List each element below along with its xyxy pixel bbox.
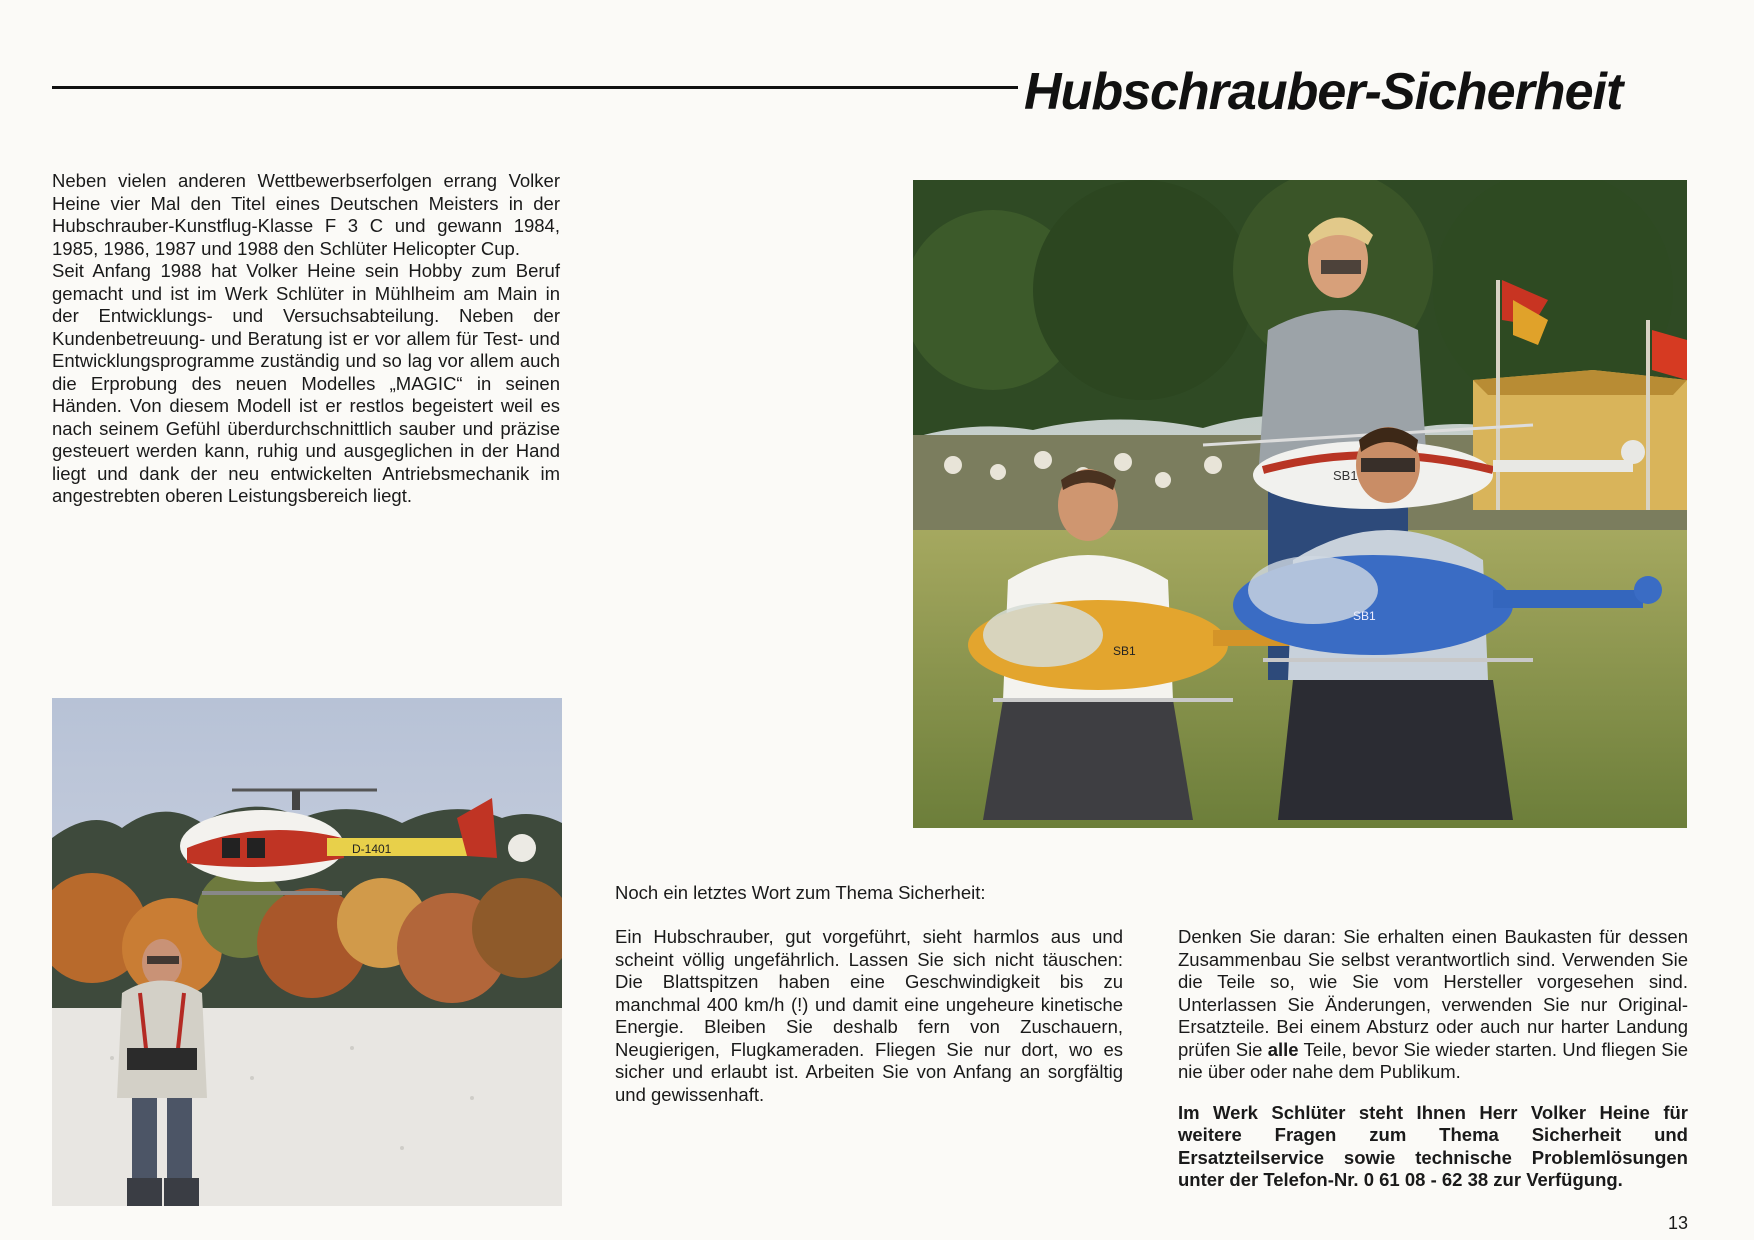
reminder-paragraph [1178, 926, 1688, 1084]
safety-paragraph: Ein Hubschrauber, gut vorgeführt, sieht harmlos aus und scheint völlig ungefährlich. Lassen Sie sich nicht täuschen: Die Blattspitzen haben eine Geschwindigkeit bis zu manchmal 400 km/h (!) und damit eine ungeheure kinetische Energie. Bleiben Sie deshalb fern von Zuschauern, Neugierigen, Flugkameraden. Fliegen Sie nur dort, wo es sicher und erlaubt ist. Arbeiten Sie von Anfang an sorgfältig und gewissenhaft. [615, 926, 1123, 1105]
safety-heading: Noch ein letztes Wort zum Thema Sicherheit: [615, 882, 986, 903]
intro-column [52, 170, 560, 508]
contact-paragraph: Im Werk Schlüter steht Ihnen Herr Volker Heine für weitere Fragen zum Thema Sicherheit und Ersatzteilservice sowie technische Problemlösungen unter der Telefon-Nr. 0 61 08 - 62 38 zur Verfügung. [1178, 1101, 1688, 1190]
reminder-emphasis: alle [1267, 1038, 1299, 1060]
header-rule [52, 86, 1018, 89]
helicopter-marking-blue: SB1 [1353, 609, 1376, 623]
helicopter-marking-white: SB1 [1333, 468, 1358, 483]
photo-pilot-flying-helicopter [52, 698, 562, 1206]
photo-pilots-with-helicopters [913, 180, 1687, 828]
reminder-text-before: Denken Sie daran: Sie erhalten einen Baukasten für dessen Zusammenbau Sie selbst verantwortlich sind. Verwenden Sie die Teile so, wie Sie vom Hersteller vorgesehen sind. Unterlassen Sie Änderungen, verwenden Sie nur Original-Ersatzteile. Bei einem Absturz oder auch nur harter Landung prüfen Sie [1178, 926, 1688, 1060]
page-number: 13 [1667, 1213, 1688, 1233]
page-title: Hubschrauber-Sicherheit [1024, 63, 1623, 121]
helicopter-marking-yellow: SB1 [1113, 644, 1136, 658]
helicopter-registration: D-1401 [352, 842, 392, 856]
intro-paragraph-2: Seit Anfang 1988 hat Volker Heine sein Hobby zum Beruf gemacht und ist im Werk Schlüter in Mühlheim am Main in der Entwicklungs- und Versuchsabteilung. Neben der Kundenbetreuung- und Beratung ist er vor allem für Test- und Entwicklungsprogramme zuständig und so lag vor allem auch die Erprobung des neuen Modelles „MAGIC“ in seinen Händen. Von diesem Modell ist er restlos begeistert weil es nach seinem Gefühl überdurchschnittlich sauber und präzise gesteuert werden kann, ruhig und ausgeglichen in der Hand liegt und dank der neu entwickelten Antriebsmechanik im angestrebten oberen Leistungsbereich liegt. [52, 260, 560, 506]
reminder-text-after: Teile, bevor Sie wieder starten. Und fliegen Sie nie über oder nahe dem Publikum. [1178, 1038, 1688, 1082]
reminder-column [1178, 926, 1688, 1192]
intro-paragraph-1: Neben vielen anderen Wettbewerbserfolgen errang Volker Heine vier Mal den Titel eines Deutschen Meisters in der Hubschrauber-Kunstflug-Klasse F 3 C und gewann 1984, 1985, 1986, 1987 und 1988 den Schlüter Helicopter Cup. [52, 170, 560, 259]
